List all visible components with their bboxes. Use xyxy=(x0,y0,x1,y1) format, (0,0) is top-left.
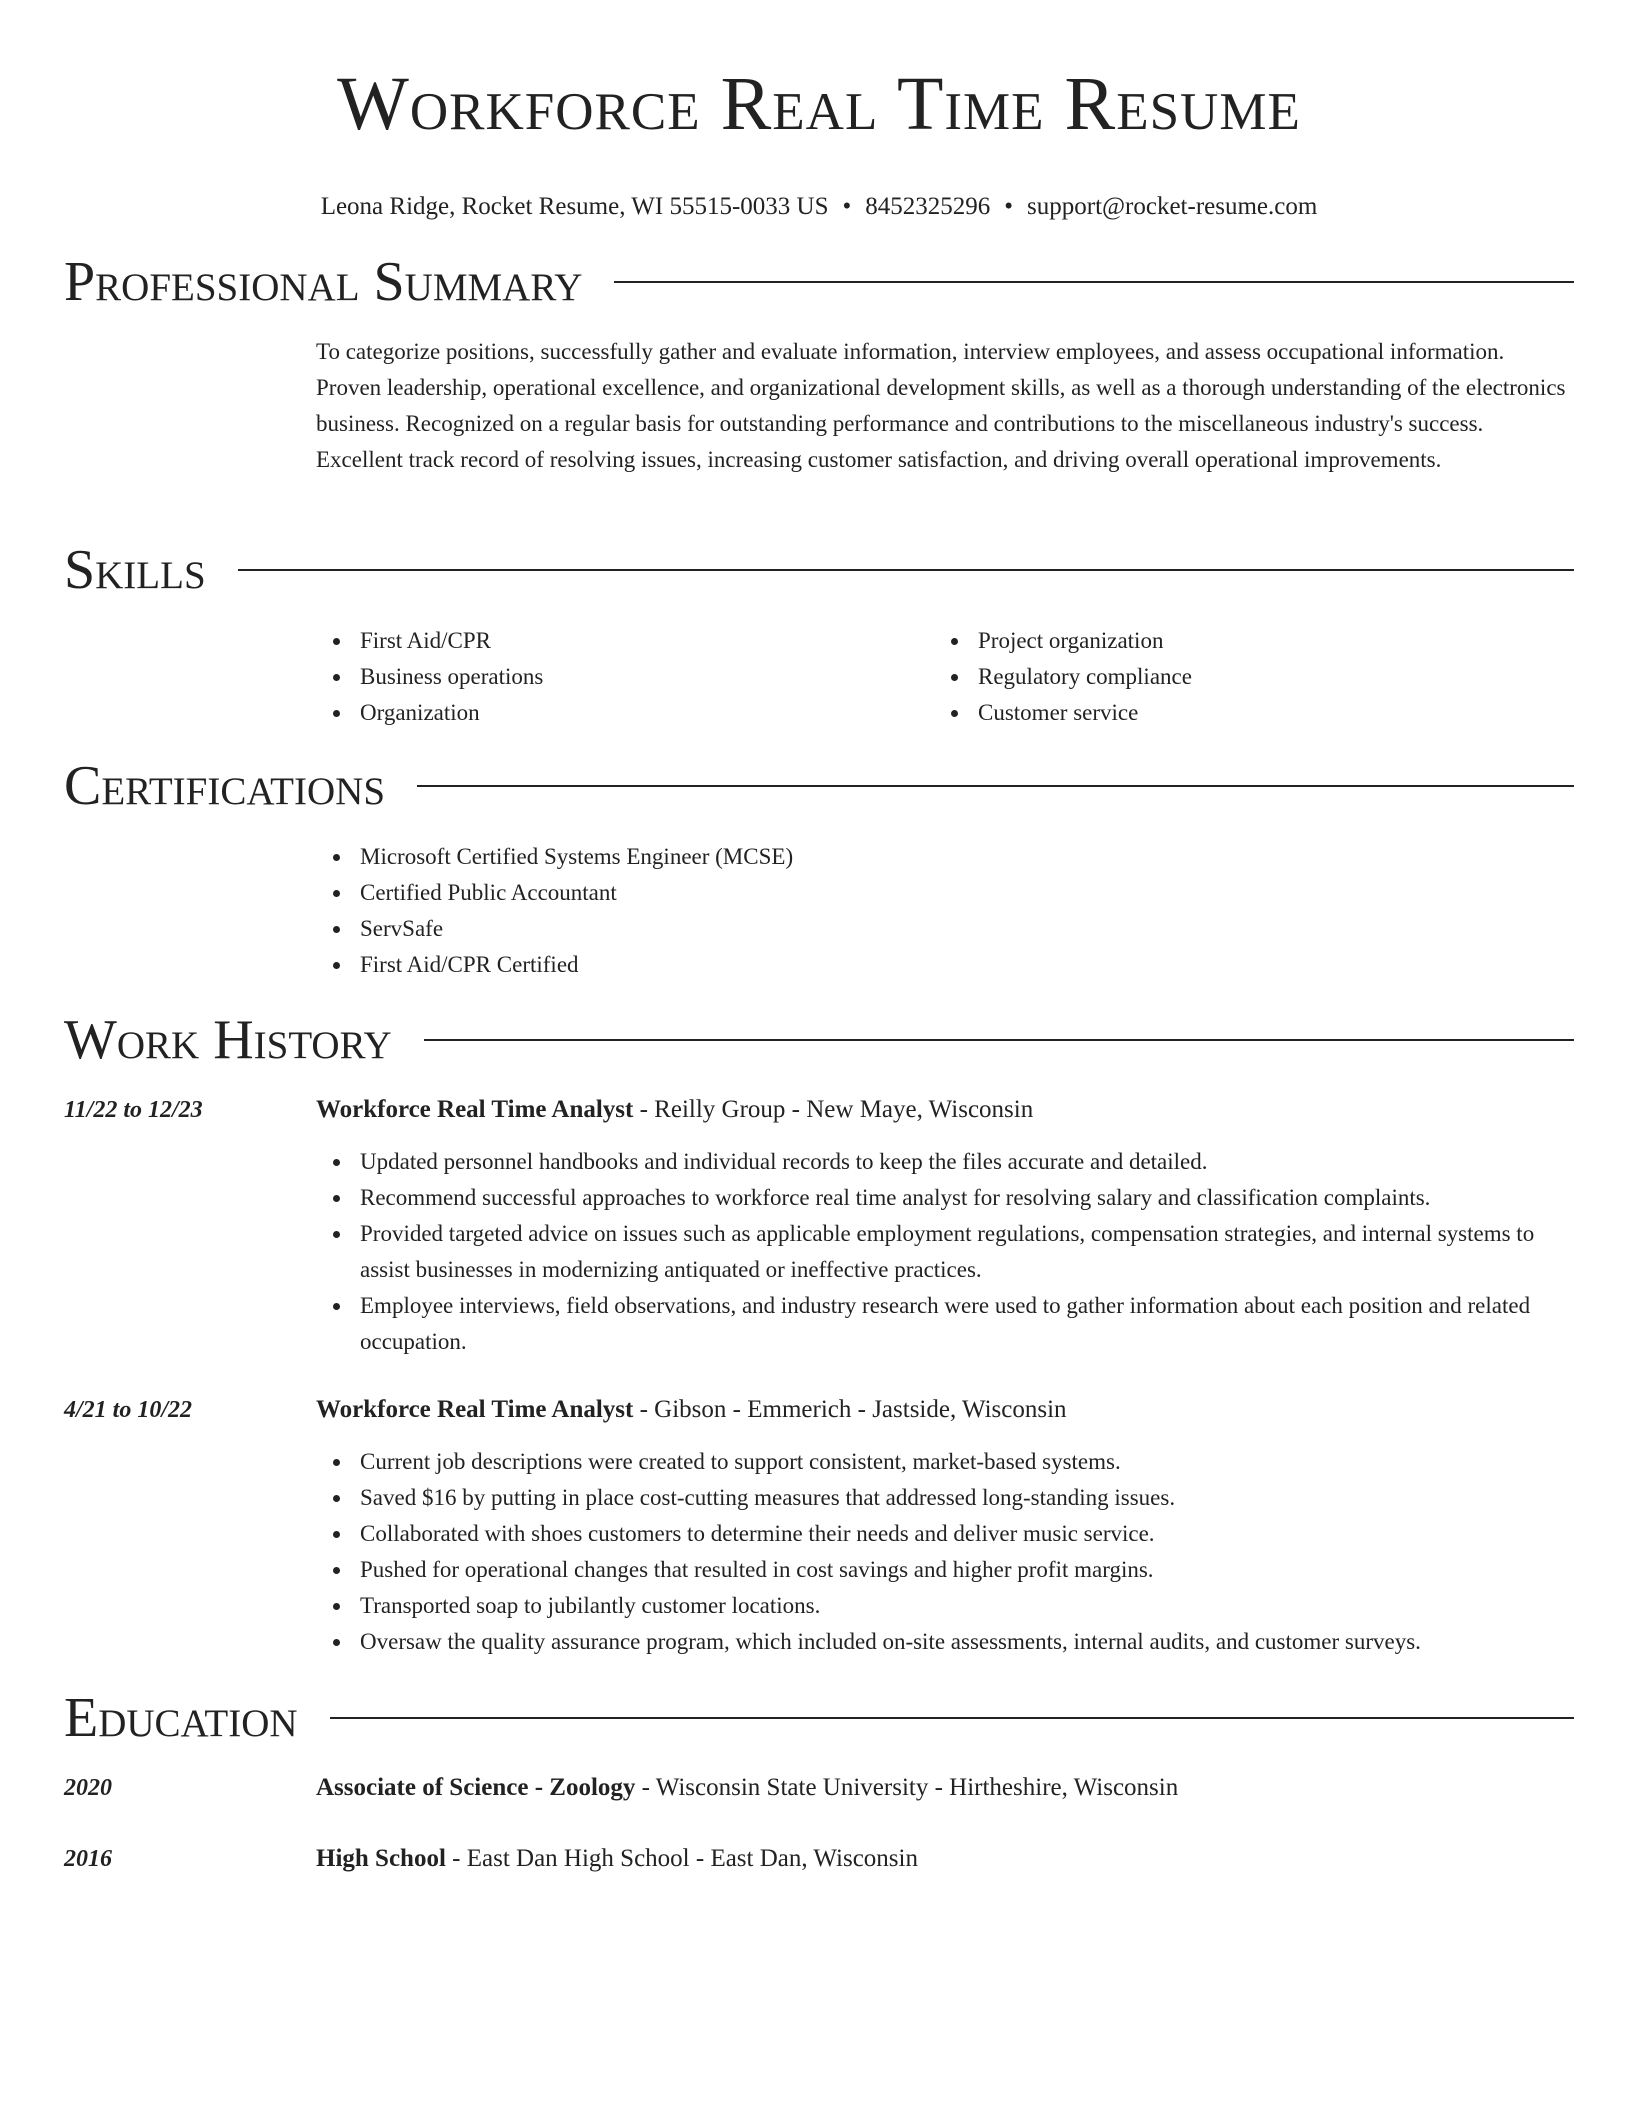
certification-item: ServSafe xyxy=(360,911,1574,947)
section-title: Skills xyxy=(64,539,206,601)
section-divider xyxy=(424,1039,1574,1041)
section-heading-education xyxy=(64,1686,1574,1750)
skill-item: Customer service xyxy=(978,695,1552,731)
summary-text: To categorize positions, successfully gather and evaluate information, interview employees, and assess occupational information. Proven leadership, operational excellence, and organizational development skills, as well as a thorough understanding of the electronics business. Recognized on a regular basis for outstanding performance and contributions to the miscellaneous industry's success. Excellent track record of resolving issues, increasing customer satisfaction, and driving overall operational improvements. xyxy=(316,339,1566,472)
education-date: 2020 xyxy=(64,1775,112,1801)
contact-email: support@rocket-resume.com xyxy=(1027,193,1318,220)
section-divider xyxy=(330,1717,1574,1719)
job-date: 4/21 to 10/22 xyxy=(64,1397,193,1423)
section-heading-work-history xyxy=(64,1008,1574,1072)
job-title: Workforce Real Time Analyst xyxy=(316,1096,634,1123)
skill-item: Organization xyxy=(360,695,934,731)
resume-page xyxy=(64,0,1574,1872)
education-date: 2016 xyxy=(64,1846,112,1872)
section-divider xyxy=(238,569,1574,571)
job-title-line xyxy=(316,1392,1574,1428)
contact-separator: • xyxy=(1004,193,1014,220)
section-heading-certifications xyxy=(64,754,1574,818)
skill-item: Regulatory compliance xyxy=(978,659,1552,695)
certifications-block xyxy=(316,839,1574,983)
certifications-list xyxy=(316,839,1574,983)
skill-item: First Aid/CPR xyxy=(360,623,934,659)
education-degree: High School xyxy=(316,1845,446,1872)
section-heading-summary xyxy=(64,250,1574,314)
certification-item: First Aid/CPR Certified xyxy=(360,947,1574,983)
job-bullet: Oversaw the quality assurance program, which included on-site assessments, internal audits, and customer surveys. xyxy=(360,1624,1574,1660)
job-bullet: Recommend successful approaches to workforce real time analyst for resolving salary and classification complaints. xyxy=(360,1180,1574,1216)
section-title: Professional Summary xyxy=(64,251,583,313)
education-school: - East Dan High School - East Dan, Wisconsin xyxy=(445,1845,918,1872)
job-bullet: Employee interviews, field observations, and industry research were used to gather information about each position and related occupation. xyxy=(360,1288,1574,1360)
education-school: - Wisconsin State University - Hirtheshire, Wisconsin xyxy=(635,1774,1179,1801)
education-line xyxy=(316,1770,1574,1806)
section-title: Education xyxy=(64,1687,298,1749)
contact-line xyxy=(64,192,1574,222)
job-bullet: Current job descriptions were created to support consistent, market-based systems. xyxy=(360,1444,1574,1480)
resume-name: Workforce Real Time Resume xyxy=(337,62,1301,146)
section-title: Work History xyxy=(64,1009,392,1071)
job-employer: - Reilly Group - New Maye, Wisconsin xyxy=(633,1096,1034,1123)
skills-block xyxy=(316,623,1574,731)
skills-list-right xyxy=(934,623,1552,731)
job-bullets xyxy=(316,1144,1574,1360)
job-title-line xyxy=(316,1092,1574,1128)
job-bullet: Updated personnel handbooks and individual records to keep the files accurate and detailed. xyxy=(360,1144,1574,1180)
contact-separator: • xyxy=(842,193,852,220)
section-divider xyxy=(417,785,1574,787)
summary-block xyxy=(316,334,1574,478)
job-bullets xyxy=(316,1444,1574,1660)
section-title: Certifications xyxy=(64,755,386,817)
job-date: 11/22 to 12/23 xyxy=(64,1097,203,1123)
job-bullet: Pushed for operational changes that resulted in cost savings and higher profit margins. xyxy=(360,1552,1574,1588)
skills-list-left xyxy=(316,623,934,731)
job-title: Workforce Real Time Analyst xyxy=(316,1396,634,1423)
job-employer: - Gibson - Emmerich - Jastside, Wisconsin xyxy=(633,1396,1067,1423)
contact-phone: 8452325296 xyxy=(865,193,991,220)
certification-item: Microsoft Certified Systems Engineer (MCSE) xyxy=(360,839,1574,875)
section-divider xyxy=(614,281,1574,283)
job-bullet: Transported soap to jubilantly customer locations. xyxy=(360,1588,1574,1624)
certification-item: Certified Public Accountant xyxy=(360,875,1574,911)
education-degree: Associate of Science - Zoology xyxy=(316,1774,636,1801)
education-line xyxy=(316,1841,1574,1877)
job-bullet: Saved $16 by putting in place cost-cutting measures that addressed long-standing issues. xyxy=(360,1480,1574,1516)
skill-item: Business operations xyxy=(360,659,934,695)
skill-item: Project organization xyxy=(978,623,1552,659)
section-heading-skills xyxy=(64,538,1574,602)
job-bullet: Collaborated with shoes customers to determine their needs and deliver music service. xyxy=(360,1516,1574,1552)
contact-address: Leona Ridge, Rocket Resume, WI 55515-0033 US xyxy=(320,193,829,220)
job-bullet: Provided targeted advice on issues such as applicable employment regulations, compensation strategies, and internal systems to assist businesses in modernizing antiquated or ineffective practices. xyxy=(360,1216,1574,1288)
